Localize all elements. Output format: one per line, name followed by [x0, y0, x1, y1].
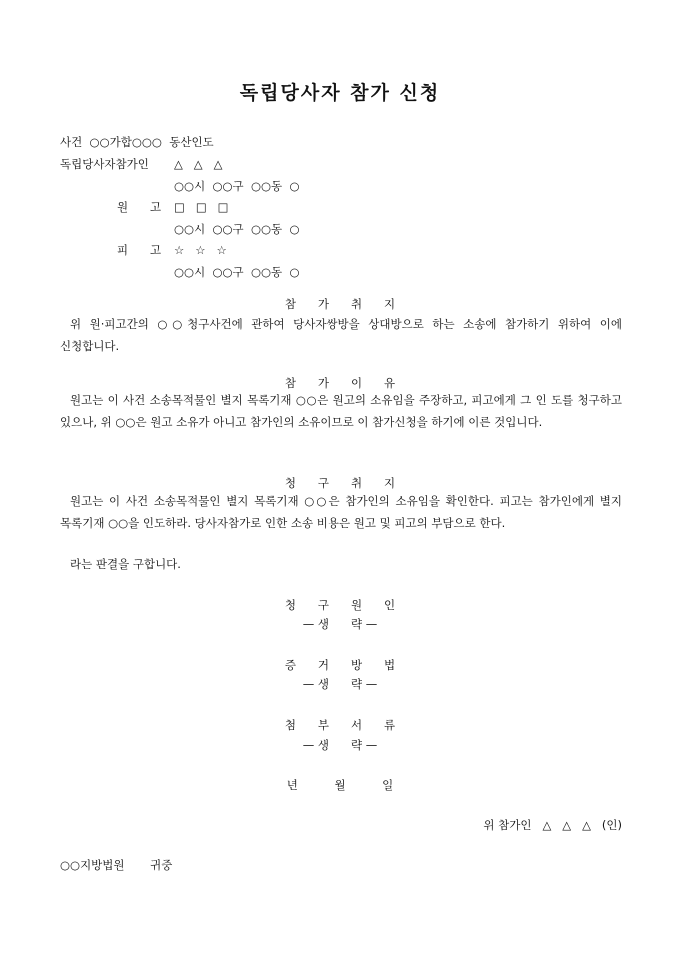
purpose-text: 위 원·피고간의 ○○청구사건에 관하여 당사자쌍방을 상대방으로 하는 소송에 참가하기 위하여 이에 신청합니다. — [60, 317, 622, 353]
signature-line: 위 참가인 △ △ △ (인) — [483, 818, 622, 832]
claim-closing: 라는 판결을 구합니다. — [70, 557, 181, 571]
claim-heading: 청 구 취 지 — [284, 476, 396, 490]
reason-heading: 참 가 이 유 — [284, 376, 396, 390]
plaintiff-label: 원 고 — [117, 200, 162, 214]
applicant-label: 독립당사자참가인 — [60, 157, 149, 171]
evidence-omitted: — 생 략 — — [302, 677, 378, 691]
attachments-omitted: — 생 략 — — [302, 738, 378, 752]
purpose-heading: 참 가 취 지 — [284, 297, 396, 311]
cause-heading: 청 구 원 인 — [284, 598, 396, 612]
attachments-heading: 첨 부 서 류 — [284, 718, 396, 732]
defendant-address: ○○시 ○○구 ○○동 ○ — [174, 265, 300, 279]
applicant-name: △ △ △ — [174, 157, 223, 171]
reason-text: 원고는 이 사건 소송목적물인 별지 목록기재 ○○은 원고의 소유임을 주장하고, 피고에게 그 인 도를 청구하고 있으나, 위 ○○은 원고 소유가 아니고 참가인의 소유이므로 이 참가신청을 하기에 이른 것입니다. — [60, 393, 622, 429]
case-line: 사건 ○○가합○○○ 동산인도 — [60, 135, 214, 149]
court-addressee: ○○지방법원 귀중 — [60, 858, 173, 872]
defendant-name: ☆ ☆ ☆ — [174, 243, 227, 257]
claim-text: 원고는 이 사건 소송목적물인 별지 목록기재 ○○은 참가인의 소유임을 확인한다. 피고는 참가인에게 별지 목록기재 ○○을 인도하라. 당사자참가로 인한 소송 비용은 원고 및 피고의 부담으로 한다. — [60, 494, 622, 530]
date-line: 년 월 일 — [286, 778, 394, 792]
document-title: 독립당사자 참가 신청 — [239, 82, 441, 104]
defendant-label: 피 고 — [117, 243, 162, 257]
plaintiff-name: □ □ □ — [174, 200, 229, 214]
plaintiff-address: ○○시 ○○구 ○○동 ○ — [174, 222, 300, 236]
evidence-heading: 증 거 방 법 — [284, 658, 396, 672]
cause-omitted: — 생 략 — — [302, 617, 378, 631]
applicant-address: ○○시 ○○구 ○○동 ○ — [174, 179, 300, 193]
